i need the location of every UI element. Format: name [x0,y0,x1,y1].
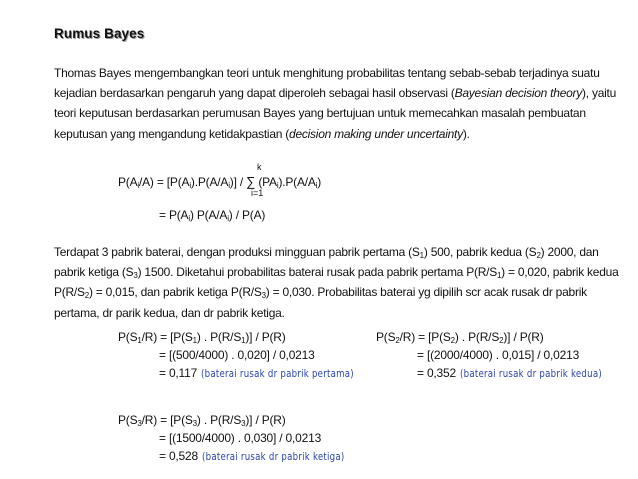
calc2-result: = 0,352 (baterai rusak dr pabrik kedua) [417,366,602,380]
intro-term-bayesian: Bayesian decision theory [454,86,583,101]
calc2-formula: $P(S_2/R) = [P(S_2)$ . $P(R/S_2)] / P(R)$ [376,330,544,345]
bayes-formula-line-2: = $P(A_i)$ $P(A/A_i) / P(A)$ [159,208,266,223]
calc3-formula: $P(S_3/R) = [P(S_3)$ . $P(R/S_3)] / P(R)$ [118,413,286,428]
sum-lower-limit: i=1 [251,188,264,198]
calc2-note: (baterai rusak dr pabrik kedua) [459,368,602,380]
intro-term-decision: decision making under uncertainty [289,126,463,141]
calc1-note: (baterai rusak dr pabrik pertama) [201,368,354,380]
intro-text-1: Thomas Bayes mengembangkan teori untuk menghitung probabilitas tentang sebab-sebab terjadinya suatu kejadian berdasarkan pengaruh yang dapat diperoleh sebagai hasil observasi ( [54,66,600,101]
calc2-substitution: = [(2000/4000) . 0,015] / 0,0213 [417,348,580,362]
sum-upper-limit: k [257,162,262,172]
calc3-substitution: = [(1500/4000) . 0,030] / 0,0213 [159,431,322,445]
bayes-formula-line-1: $P(A_i/A) = [P(A_i).P(A/A_i)]$ / ∑ $(PA_i).P(A/A_i)$ [118,174,322,190]
intro-text-2: ), yaitu teori keputusan berdasarkan perumusan Bayes yang bertujuan untuk memecahkan masalah pembuatan keputusan yang mengandung ketidakpastian ( [54,86,617,141]
intro-paragraph [54,63,626,144]
calc1-formula: $P(S_1/R) = [P(S_1)$ . $P(R/S_1)] / P(R)$ [118,330,286,345]
calc1-substitution: = [(500/4000) . 0,020] / 0,0213 [159,348,315,362]
calc1-result: = 0,117 (baterai rusak dr pabrik pertama) [159,366,354,380]
sigma-symbol: ∑ [246,174,256,189]
problem-paragraph: Terdapat 3 pabrik baterai, dengan produksi mingguan pabrik pertama $(S_1)$ 500, pabrik kedua $(S_2)$ 2000, dan pabrik ketiga $(S_3)$ 1500. Diketahui probabilitas baterai rusak pada pabrik pertama $P(R/S_1) = 0,020$, pabrik kedua $P(R/S_2) = 0,015$, dan pabrik ketiga $P(R/S_3) = 0,030$. Probabilitas baterai yg dipilih scr acak rusak dr pabrik pertama, dr parik kedua, dan dr pabrik ketiga. [54,245,619,320]
calc3-note: (baterai rusak dr pabrik ketiga) [201,451,345,463]
page-title: Rumus Bayes [54,26,145,41]
calc3-result: = 0,528 (baterai rusak dr pabrik ketiga) [159,449,345,463]
intro-text-3: ). [462,126,470,141]
